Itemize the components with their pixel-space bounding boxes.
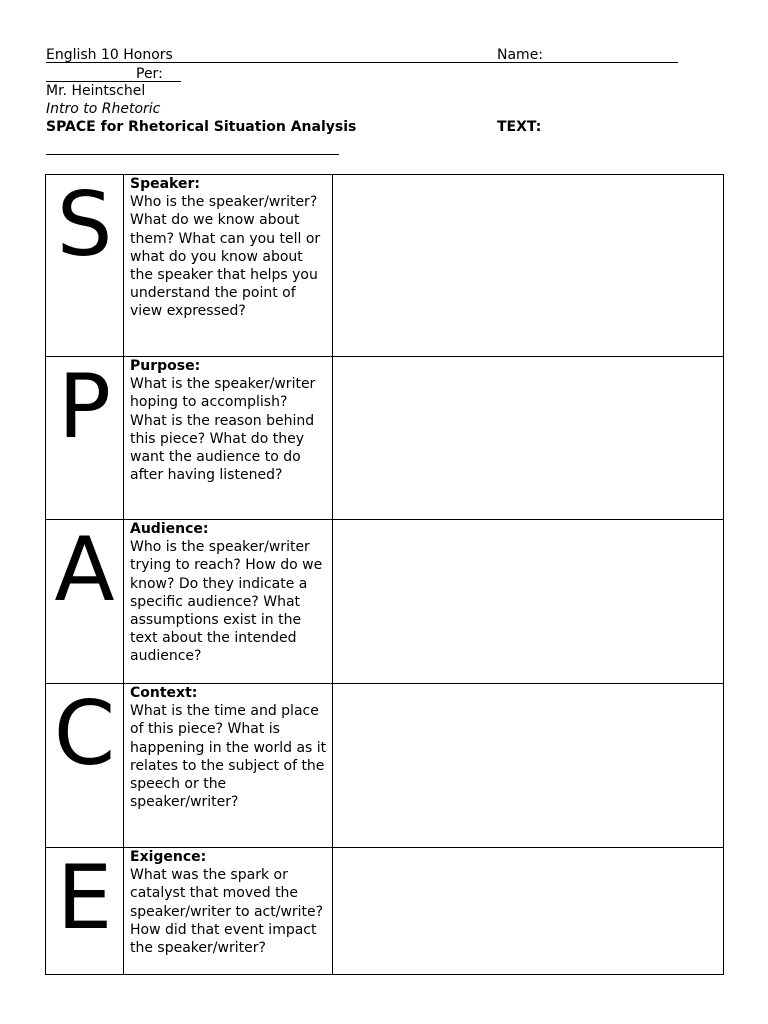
table-row-purpose: [46, 357, 724, 520]
letter-cell: [46, 684, 124, 848]
course-name: English 10 Honors: [46, 47, 173, 63]
prompt-cell: [124, 848, 333, 975]
letter-cell: [46, 520, 124, 684]
prompt-title: Purpose:: [130, 358, 201, 374]
prompt-title: Exigence:: [130, 849, 207, 865]
answer-cell-context[interactable]: [333, 684, 724, 848]
prompt-text: Who is the speaker/writer? What do we know about them? What can you tell or what do you know about the speaker that helps you understand the point of view expressed?: [130, 194, 321, 320]
prompt-cell: [124, 520, 333, 684]
prompt-title: Audience:: [130, 521, 209, 537]
text-underline: [46, 154, 339, 155]
answer-cell-purpose[interactable]: [333, 357, 724, 520]
letter-p: P: [57, 355, 112, 458]
letter-e: E: [56, 846, 113, 949]
letter-c: C: [53, 682, 116, 785]
table-row-exigence: [46, 848, 724, 975]
prompt-cell: [124, 175, 333, 357]
header-underline-1: [46, 62, 678, 63]
prompt-title: Speaker:: [130, 176, 200, 192]
period-label: Per:: [136, 66, 163, 82]
text-label: TEXT:: [497, 119, 542, 135]
table-row-context: [46, 684, 724, 848]
teacher-name: Mr. Heintschel: [46, 83, 146, 99]
prompt-cell: [124, 357, 333, 520]
unit-name: Intro to Rhetoric: [46, 101, 161, 117]
prompt-text: What is the time and place of this piece? What is happening in the world as it relates to the subject of the speech or the speaker/writer?: [130, 703, 327, 811]
prompt-cell: [124, 684, 333, 848]
letter-a: A: [54, 518, 115, 621]
space-table: [45, 174, 724, 975]
name-label: Name:: [497, 47, 544, 63]
letter-s: S: [56, 173, 113, 276]
table-row-audience: [46, 520, 724, 684]
answer-cell-audience[interactable]: [333, 520, 724, 684]
prompt-text: What is the speaker/writer hoping to accomplish? What is the reason behind this piece? What do they want the audience to do after having listened?: [130, 376, 316, 484]
prompt-text: Who is the speaker/writer trying to reach? How do we know? Do they indicate a specific audience? What assumptions exist in the text about the intended audience?: [130, 539, 323, 665]
prompt-text: What was the spark or catalyst that moved the speaker/writer to act/write? How did that event impact the speaker/writer?: [130, 867, 324, 957]
table-row-speaker: [46, 175, 724, 357]
letter-cell: [46, 357, 124, 520]
answer-cell-exigence[interactable]: [333, 848, 724, 975]
prompt-title: Context:: [130, 685, 198, 701]
worksheet-title: SPACE for Rhetorical Situation Analysis: [46, 119, 357, 135]
letter-cell: [46, 848, 124, 975]
answer-cell-speaker[interactable]: [333, 175, 724, 357]
letter-cell: [46, 175, 124, 357]
